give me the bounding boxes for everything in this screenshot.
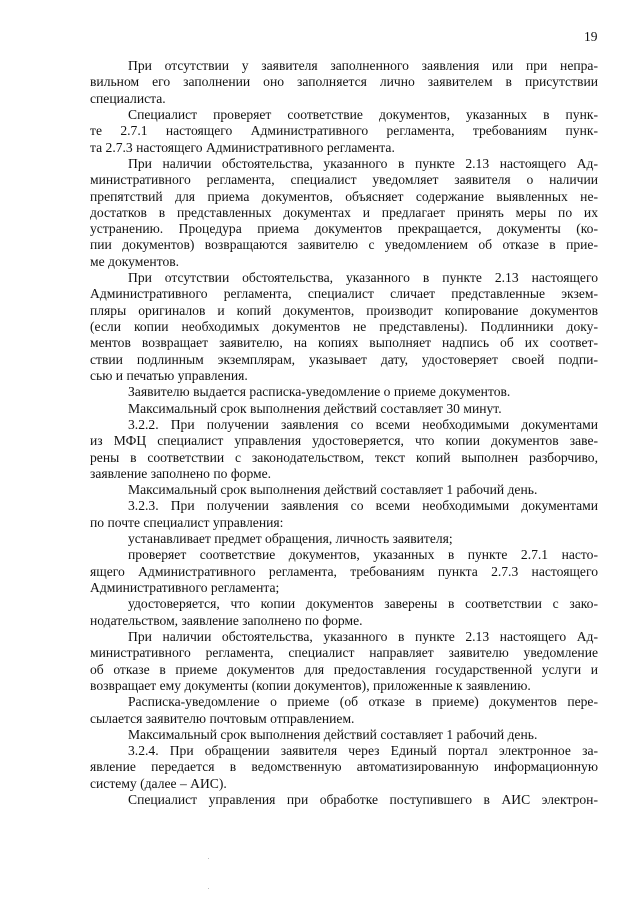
text-line: устанавливает предмет обращения, личность заявителя; <box>128 531 453 547</box>
text-line: удостоверяется, что копии документов заверены в соответствии с зако- <box>128 596 598 612</box>
text-line: пии документов) возвращаются заявителю с уведомлением об отказе в прие- <box>90 237 598 253</box>
text-line: При наличии обстоятельства, указанного в пункте 2.13 настоящего Ад- <box>128 155 598 171</box>
text-line: ментов возвращает заявителю, на копиях выполняет надпись об их соответ- <box>90 335 598 351</box>
text-line: из МФЦ специалист управления удостоверяется, что копии документов заве- <box>90 433 598 449</box>
text-line: рены в соответствии с законодательством, текст копий выполнен разборчиво, <box>90 449 598 465</box>
text-line: возвращает ему документы (копии документов), приложенные к заявлению. <box>90 677 531 693</box>
text-line: При отсутствии обстоятельства, указанного в пункте 2.13 настоящего <box>128 270 598 286</box>
text-line: министративного регламента, специалист направляет заявителю уведомление <box>90 645 598 661</box>
text-line: сью и печатью управления. <box>90 367 248 383</box>
text-line: Расписка-уведомление о приеме (об отказе в приеме) документов пере- <box>128 694 598 710</box>
text-line: При наличии обстоятельства, указанного в пункте 2.13 настоящего Ад- <box>128 628 598 644</box>
text-line: Административного регламента; <box>90 580 280 595</box>
text-line: препятствий для приема документов, объясняет содержание выявленных не- <box>90 188 598 204</box>
text-line: Максимальный срок выполнения действий составляет 30 минут. <box>128 400 502 416</box>
text-line: Максимальный срок выполнения действий составляет 1 рабочий день. <box>128 482 538 498</box>
text-line: Специалист проверяет соответствие документов, указанных в пунк- <box>128 106 598 122</box>
text-line: Заявителю выдается расписка-уведомление о приеме документов. <box>128 384 511 400</box>
text-line: 3.2.2. При получении заявления со всеми необходимыми документами <box>128 416 598 432</box>
text-line: ствии подлинным экземплярам, указывает дату, удостоверяет своей подпи- <box>90 351 598 367</box>
text-line: специалиста. <box>90 90 166 106</box>
text-line: проверяет соответствие документов, указанных в пункте 2.7.1 насто- <box>128 547 598 563</box>
text-line: ме документов. <box>90 253 180 269</box>
text-line: те 2.7.1 настоящего Административного регламента, требованиям пунк- <box>90 123 598 139</box>
text-line: достатков в представленных документах и предлагает принять меры по их <box>90 204 598 220</box>
scan-artifact <box>208 858 209 859</box>
text-line: устранению. Процедура приема документов прекращается, документы (ко- <box>90 221 598 237</box>
text-line: заявление заполнено по форме. <box>90 465 272 481</box>
text-line: (если копии необходимых документов не представлены). Подлинники доку- <box>90 319 598 334</box>
text-line: Специалист управления при обработке поступившего в АИС электрон- <box>128 792 598 808</box>
text-line: ящего Административного регламента, требованиям пункта 2.7.3 настоящего <box>90 563 598 579</box>
text-line: При отсутствии у заявителя заполненного заявления или при непра- <box>128 58 598 73</box>
text-line: явление передается в ведомственную автоматизированную информационную <box>90 759 598 775</box>
text-line: Административного регламента, специалист сличает представленные экзем- <box>90 286 598 302</box>
text-line: систему (далее – АИС). <box>90 775 227 791</box>
text-line: пляры оригиналов и копий документов, производит копирование документов <box>90 302 598 318</box>
text-line: нодательством, заявление заполнено по форме. <box>90 612 363 628</box>
text-line: об отказе в приеме документов для предоставления государственной услуги и <box>90 661 598 677</box>
page-number: 19 <box>584 29 598 44</box>
document-body <box>90 58 598 808</box>
text-line: та 2.7.3 настоящего Административного регламента. <box>90 139 395 155</box>
text-line: вильном его заполнении оно заполняется лично заявителем в присутствии <box>90 74 598 90</box>
text-line: сылается заявителю почтовым отправлением. <box>90 710 355 726</box>
text-line: 3.2.3. При получении заявления со всеми необходимыми документами <box>128 498 598 514</box>
text-line: Максимальный срок выполнения действий составляет 1 рабочий день. <box>128 726 538 742</box>
text-line: 3.2.4. При обращении заявителя через Единый портал электронное за- <box>128 743 598 759</box>
text-line: министративного регламента, специалист уведомляет заявителя о наличии <box>90 172 598 188</box>
text-line: по почте специалист управления: <box>90 514 284 530</box>
scan-artifact <box>208 888 209 889</box>
